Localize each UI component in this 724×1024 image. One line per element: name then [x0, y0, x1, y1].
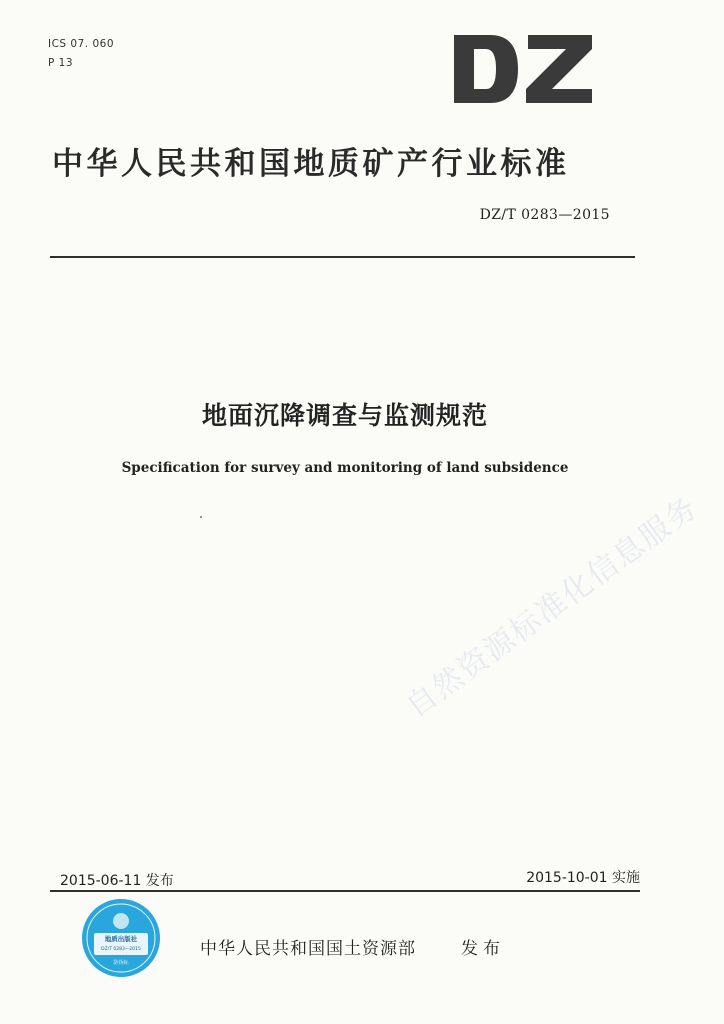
- standard-number: DZ/T 0283—2015: [479, 207, 610, 223]
- implementation-date: 2015-10-01 实施: [526, 870, 640, 886]
- speck-mark: [200, 516, 202, 518]
- standard-title: 中华人民共和国地质矿产行业标准: [52, 146, 570, 182]
- p-code: P 13: [48, 57, 74, 69]
- dz-logo: [452, 33, 594, 105]
- logo-text: DZ: [452, 33, 454, 34]
- seal-line2: DZ/T 0283—2015: [101, 947, 141, 952]
- watermark: 自然资源标准化信息服务: [399, 489, 706, 725]
- seal-line1: 地质出版社: [104, 935, 138, 943]
- seal-line3: 防伪标: [113, 960, 129, 966]
- document-title-en: Specification for survey and monitoring of land subsidence: [121, 460, 569, 476]
- document-title-cn: 地面沉降调查与监测规范: [201, 401, 488, 430]
- publish-label: 发布: [461, 939, 505, 959]
- publisher-name: 中华人民共和国国土资源部: [200, 939, 416, 959]
- issue-date: 2015-06-11 发布: [60, 873, 174, 889]
- ics-code: ICS 07. 060: [48, 38, 115, 50]
- anti-counterfeit-seal: [80, 897, 162, 979]
- bottom-rule: [50, 890, 640, 892]
- top-rule: [50, 256, 635, 258]
